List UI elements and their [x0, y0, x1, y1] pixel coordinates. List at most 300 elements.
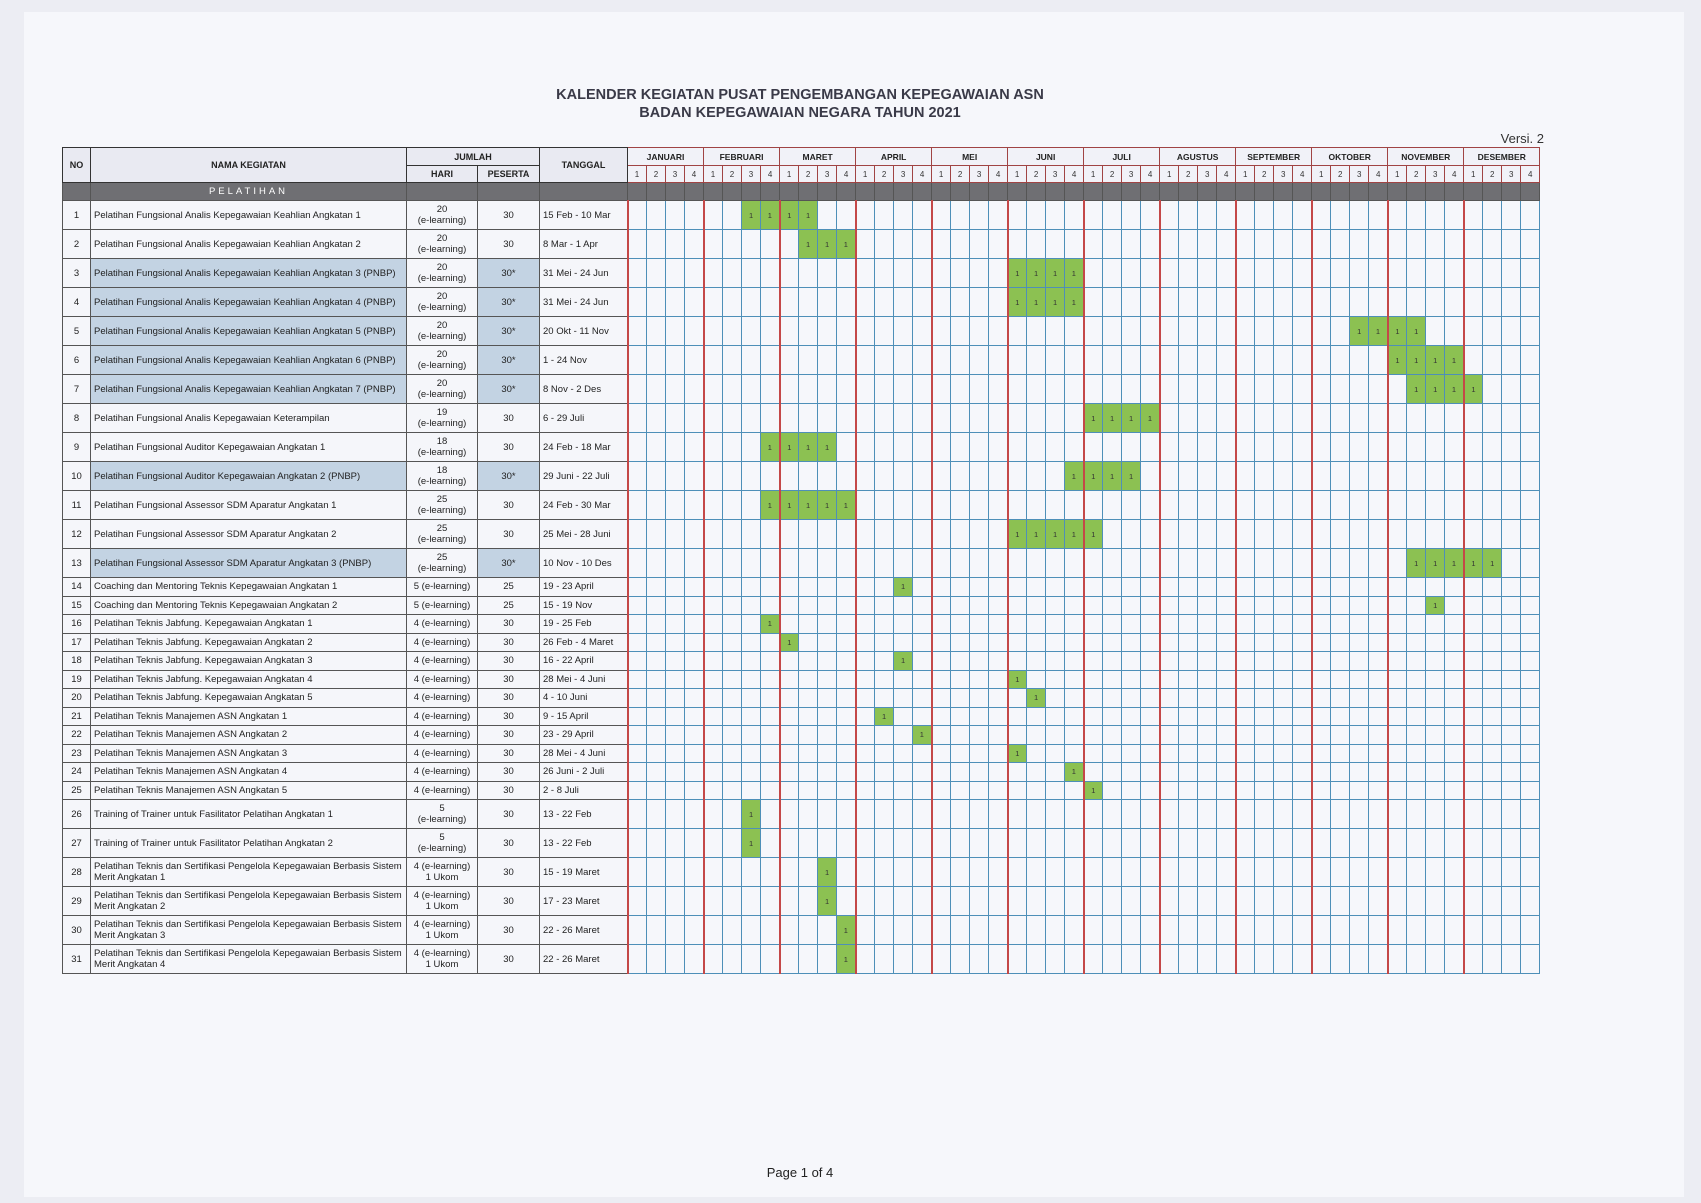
participant-count: 30: [478, 916, 540, 945]
schedule-cell: [1027, 887, 1046, 916]
schedule-cell: [799, 288, 818, 317]
schedule-cell: [628, 652, 647, 671]
schedule-cell: [1521, 288, 1540, 317]
schedule-cell: [1521, 726, 1540, 745]
schedule-cell: [1369, 744, 1388, 763]
schedule-cell: [1122, 201, 1141, 230]
schedule-cell: [1521, 670, 1540, 689]
table-row: [63, 433, 1540, 462]
schedule-cell: [799, 633, 818, 652]
schedule-cell: [1483, 633, 1502, 652]
schedule-cell: [1464, 404, 1483, 433]
schedule-cell: [1426, 858, 1445, 887]
schedule-cell: [1122, 288, 1141, 317]
date-range: 22 - 26 Maret: [540, 945, 628, 974]
schedule-mark: 1: [837, 916, 856, 945]
schedule-cell: [1369, 829, 1388, 858]
schedule-cell: [1388, 689, 1407, 708]
schedule-cell: [1141, 916, 1160, 945]
row-number: 27: [63, 829, 91, 858]
schedule-cell: [1464, 259, 1483, 288]
schedule-cell: [932, 433, 951, 462]
schedule-cell: [666, 916, 685, 945]
schedule-cell: [1445, 520, 1464, 549]
date-range: 9 - 15 April: [540, 707, 628, 726]
schedule-cell: [856, 633, 875, 652]
schedule-cell: [1350, 945, 1369, 974]
week-number: 2: [1027, 166, 1046, 183]
participant-count: 30: [478, 652, 540, 671]
schedule-cell: [1331, 462, 1350, 491]
section-cell: [1312, 183, 1331, 201]
schedule-cell: [685, 887, 704, 916]
schedule-cell: [628, 491, 647, 520]
schedule-cell: [1426, 201, 1445, 230]
schedule-cell: [780, 744, 799, 763]
schedule-cell: [666, 652, 685, 671]
schedule-cell: [856, 259, 875, 288]
table-row: [63, 288, 1540, 317]
schedule-cell: [1369, 346, 1388, 375]
schedule-cell: [894, 491, 913, 520]
schedule-cell: [1293, 615, 1312, 634]
schedule-cell: [1236, 549, 1255, 578]
schedule-cell: [1103, 596, 1122, 615]
schedule-cell: [932, 726, 951, 745]
schedule-cell: [742, 404, 761, 433]
schedule-cell: [1502, 829, 1521, 858]
schedule-cell: [1255, 520, 1274, 549]
schedule-cell: [647, 916, 666, 945]
schedule-cell: [856, 945, 875, 974]
schedule-cell: [685, 404, 704, 433]
schedule-cell: [1274, 375, 1293, 404]
schedule-cell: [970, 615, 989, 634]
table-row: [63, 578, 1540, 597]
schedule-cell: [1407, 800, 1426, 829]
row-number: 30: [63, 916, 91, 945]
col-header-jumlah: JUMLAH: [407, 148, 540, 166]
section-cell: [1293, 183, 1312, 201]
schedule-cell: [628, 763, 647, 782]
schedule-cell: [704, 230, 723, 259]
schedule-cell: [1312, 491, 1331, 520]
schedule-cell: [1255, 549, 1274, 578]
schedule-cell: [1084, 549, 1103, 578]
schedule-cell: [1008, 230, 1027, 259]
participant-count: 30: [478, 689, 540, 708]
schedule-cell: [1483, 230, 1502, 259]
schedule-cell: [1103, 375, 1122, 404]
schedule-cell: [1369, 578, 1388, 597]
schedule-cell: [666, 633, 685, 652]
week-number: 4: [1369, 166, 1388, 183]
schedule-cell: [1293, 404, 1312, 433]
schedule-cell: [1464, 317, 1483, 346]
schedule-cell: [1160, 520, 1179, 549]
schedule-cell: [1046, 317, 1065, 346]
schedule-cell: [970, 916, 989, 945]
schedule-cell: [1350, 346, 1369, 375]
schedule-cell: [1464, 916, 1483, 945]
schedule-cell: [875, 887, 894, 916]
schedule-cell: [1445, 615, 1464, 634]
schedule-cell: [1160, 317, 1179, 346]
schedule-cell: [1008, 578, 1027, 597]
schedule-cell: [1084, 491, 1103, 520]
schedule-cell: [913, 520, 932, 549]
schedule-cell: [1388, 763, 1407, 782]
schedule-cell: [628, 346, 647, 375]
schedule-cell: [818, 916, 837, 945]
table-row: [63, 491, 1540, 520]
week-number: 2: [1483, 166, 1502, 183]
schedule-cell: [647, 491, 666, 520]
schedule-cell: [856, 491, 875, 520]
activity-name: Pelatihan Fungsional Analis Kepegawaian Keahlian Angkatan 3 (PNBP): [91, 259, 407, 288]
schedule-cell: [1198, 433, 1217, 462]
schedule-cell: [1160, 670, 1179, 689]
row-number: 31: [63, 945, 91, 974]
date-range: 15 Feb - 10 Mar: [540, 201, 628, 230]
schedule-cell: [875, 404, 894, 433]
month-header: JULI: [1084, 148, 1160, 166]
schedule-cell: [875, 578, 894, 597]
schedule-cell: [1483, 578, 1502, 597]
schedule-cell: [894, 520, 913, 549]
schedule-cell: [1502, 491, 1521, 520]
date-range: 23 - 29 April: [540, 726, 628, 745]
schedule-cell: [647, 633, 666, 652]
schedule-cell: [1141, 596, 1160, 615]
schedule-cell: [875, 916, 894, 945]
schedule-cell: [1160, 288, 1179, 317]
week-number: 1: [1160, 166, 1179, 183]
table-row: [63, 726, 1540, 745]
schedule-cell: [1141, 652, 1160, 671]
schedule-mark: 1: [1027, 689, 1046, 708]
schedule-cell: [1065, 744, 1084, 763]
schedule-cell: [1502, 707, 1521, 726]
schedule-cell: [894, 596, 913, 615]
schedule-cell: [951, 829, 970, 858]
schedule-cell: [647, 201, 666, 230]
schedule-cell: [951, 707, 970, 726]
schedule-cell: [1255, 858, 1274, 887]
schedule-cell: [856, 652, 875, 671]
page-number: Page 1 of 4: [766, 1165, 834, 1180]
date-range: 13 - 22 Feb: [540, 800, 628, 829]
date-range: 28 Mei - 4 Juni: [540, 744, 628, 763]
schedule-cell: [1350, 491, 1369, 520]
date-range: 6 - 29 Juli: [540, 404, 628, 433]
schedule-cell: [685, 652, 704, 671]
schedule-cell: [1217, 317, 1236, 346]
schedule-cell: [1046, 763, 1065, 782]
schedule-cell: [1388, 201, 1407, 230]
schedule-cell: [1198, 689, 1217, 708]
schedule-cell: [1236, 916, 1255, 945]
schedule-cell: [704, 317, 723, 346]
schedule-cell: [1464, 689, 1483, 708]
schedule-cell: [1179, 707, 1198, 726]
date-range: 24 Feb - 30 Mar: [540, 491, 628, 520]
week-number: 1: [1312, 166, 1331, 183]
week-number: 3: [1502, 166, 1521, 183]
schedule-cell: [704, 707, 723, 726]
schedule-cell: [1274, 230, 1293, 259]
activity-name: Pelatihan Teknis Jabfung. Kepegawaian Angkatan 4: [91, 670, 407, 689]
schedule-cell: [1388, 491, 1407, 520]
duration-days: 4 (e-learning): [407, 633, 478, 652]
schedule-mark: 1: [1122, 404, 1141, 433]
schedule-cell: [799, 346, 818, 375]
schedule-cell: [1445, 259, 1464, 288]
schedule-cell: [666, 596, 685, 615]
schedule-cell: [875, 800, 894, 829]
schedule-cell: [894, 800, 913, 829]
schedule-cell: [1122, 615, 1141, 634]
schedule-cell: [723, 670, 742, 689]
schedule-cell: [1293, 858, 1312, 887]
schedule-mark: 1: [837, 491, 856, 520]
schedule-cell: [780, 800, 799, 829]
schedule-cell: [1179, 945, 1198, 974]
schedule-cell: [1502, 520, 1521, 549]
schedule-cell: [1236, 230, 1255, 259]
schedule-cell: [1141, 433, 1160, 462]
schedule-cell: [780, 652, 799, 671]
schedule-cell: [1331, 491, 1350, 520]
schedule-cell: [1350, 829, 1369, 858]
schedule-cell: [1502, 259, 1521, 288]
schedule-cell: [856, 201, 875, 230]
schedule-cell: [1350, 744, 1369, 763]
section-cell: [761, 183, 780, 201]
participant-count: 30: [478, 858, 540, 887]
schedule-cell: [1198, 916, 1217, 945]
month-header: FEBRUARI: [704, 148, 780, 166]
schedule-cell: [913, 707, 932, 726]
schedule-cell: [1198, 230, 1217, 259]
section-cell: [407, 183, 478, 201]
week-number: 4: [1445, 166, 1464, 183]
schedule-cell: [894, 633, 913, 652]
schedule-mark: 1: [818, 887, 837, 916]
date-range: 8 Mar - 1 Apr: [540, 230, 628, 259]
schedule-cell: [1407, 578, 1426, 597]
schedule-cell: [951, 726, 970, 745]
schedule-cell: [894, 916, 913, 945]
schedule-cell: [761, 317, 780, 346]
schedule-cell: [666, 520, 685, 549]
schedule-cell: [951, 689, 970, 708]
schedule-cell: [1274, 201, 1293, 230]
week-number: 2: [951, 166, 970, 183]
schedule-mark: 1: [1027, 259, 1046, 288]
schedule-cell: [1407, 858, 1426, 887]
schedule-cell: [875, 858, 894, 887]
schedule-cell: [894, 726, 913, 745]
schedule-cell: [818, 689, 837, 708]
schedule-cell: [1331, 858, 1350, 887]
schedule-cell: [1008, 462, 1027, 491]
schedule-cell: [1483, 520, 1502, 549]
schedule-cell: [647, 707, 666, 726]
schedule-cell: [1084, 230, 1103, 259]
schedule-cell: [1502, 462, 1521, 491]
schedule-cell: [666, 549, 685, 578]
schedule-cell: [818, 596, 837, 615]
section-cell: [970, 183, 989, 201]
duration-days: 4 (e-learning): [407, 763, 478, 782]
schedule-cell: [1217, 375, 1236, 404]
schedule-cell: [1122, 858, 1141, 887]
schedule-cell: [837, 317, 856, 346]
schedule-cell: [1065, 317, 1084, 346]
schedule-cell: [1255, 404, 1274, 433]
schedule-cell: [1198, 945, 1217, 974]
schedule-cell: [1350, 578, 1369, 597]
schedule-cell: [1521, 549, 1540, 578]
schedule-cell: [875, 652, 894, 671]
schedule-cell: [1350, 781, 1369, 800]
schedule-mark: 1: [1065, 520, 1084, 549]
month-header: NOVEMBER: [1388, 148, 1464, 166]
schedule-cell: [856, 726, 875, 745]
schedule-cell: [932, 689, 951, 708]
schedule-cell: [761, 633, 780, 652]
schedule-cell: [704, 763, 723, 782]
schedule-cell: [780, 259, 799, 288]
schedule-cell: [1217, 201, 1236, 230]
schedule-cell: [989, 726, 1008, 745]
schedule-cell: [1312, 726, 1331, 745]
schedule-cell: [1445, 858, 1464, 887]
date-range: 25 Mei - 28 Juni: [540, 520, 628, 549]
schedule-cell: [1464, 800, 1483, 829]
schedule-cell: [1312, 288, 1331, 317]
schedule-cell: [818, 520, 837, 549]
schedule-cell: [837, 549, 856, 578]
schedule-cell: [799, 652, 818, 671]
schedule-cell: [1464, 491, 1483, 520]
schedule-cell: [1084, 689, 1103, 708]
schedule-cell: [1331, 945, 1350, 974]
schedule-cell: [1331, 689, 1350, 708]
schedule-cell: [723, 549, 742, 578]
row-number: 19: [63, 670, 91, 689]
schedule-cell: [704, 404, 723, 433]
schedule-cell: [1122, 259, 1141, 288]
schedule-cell: [666, 615, 685, 634]
schedule-cell: [1255, 744, 1274, 763]
schedule-mark: 1: [1407, 549, 1426, 578]
schedule-cell: [704, 829, 723, 858]
schedule-mark: 1: [1065, 763, 1084, 782]
schedule-cell: [1369, 491, 1388, 520]
date-range: 10 Nov - 10 Des: [540, 549, 628, 578]
schedule-cell: [932, 375, 951, 404]
schedule-cell: [666, 230, 685, 259]
schedule-cell: [647, 945, 666, 974]
schedule-cell: [1312, 462, 1331, 491]
schedule-cell: [1445, 491, 1464, 520]
participant-count: 30: [478, 201, 540, 230]
schedule-mark: 1: [1027, 520, 1046, 549]
schedule-cell: [913, 763, 932, 782]
schedule-cell: [837, 596, 856, 615]
schedule-cell: [1141, 744, 1160, 763]
date-range: 19 - 23 April: [540, 578, 628, 597]
participant-count: 30*: [478, 259, 540, 288]
schedule-cell: [1293, 781, 1312, 800]
duration-days: 4 (e-learning): [407, 689, 478, 708]
schedule-cell: [1483, 858, 1502, 887]
activity-name: Training of Trainer untuk Fasilitator Pelatihan Angkatan 2: [91, 829, 407, 858]
schedule-cell: [723, 259, 742, 288]
schedule-mark: 1: [761, 491, 780, 520]
participant-count: 30: [478, 491, 540, 520]
schedule-cell: [1103, 781, 1122, 800]
schedule-cell: [1046, 578, 1065, 597]
schedule-cell: [1198, 462, 1217, 491]
schedule-cell: [1236, 317, 1255, 346]
schedule-cell: [1388, 670, 1407, 689]
schedule-cell: [1464, 726, 1483, 745]
schedule-cell: [1293, 201, 1312, 230]
schedule-cell: [723, 858, 742, 887]
schedule-cell: [1008, 615, 1027, 634]
schedule-cell: [1103, 578, 1122, 597]
week-number: 1: [1388, 166, 1407, 183]
schedule-cell: [875, 491, 894, 520]
participant-count: 30: [478, 433, 540, 462]
schedule-cell: [666, 201, 685, 230]
schedule-cell: [1331, 615, 1350, 634]
schedule-cell: [666, 462, 685, 491]
schedule-cell: [1331, 670, 1350, 689]
schedule-mark: 1: [1122, 462, 1141, 491]
schedule-cell: [837, 375, 856, 404]
schedule-cell: [1426, 317, 1445, 346]
schedule-mark: 1: [1046, 259, 1065, 288]
table-row: [63, 945, 1540, 974]
schedule-cell: [1065, 549, 1084, 578]
schedule-cell: [913, 945, 932, 974]
schedule-cell: [1179, 633, 1198, 652]
schedule-cell: [647, 259, 666, 288]
schedule-cell: [1521, 829, 1540, 858]
schedule-cell: [1065, 375, 1084, 404]
schedule-mark: 1: [1388, 346, 1407, 375]
schedule-cell: [761, 520, 780, 549]
schedule-cell: [1084, 317, 1103, 346]
activity-name: Pelatihan Teknis dan Sertifikasi Pengelola Kepegawaian Berbasis Sistem Merit Angkatan 4: [91, 945, 407, 974]
schedule-cell: [1122, 800, 1141, 829]
schedule-cell: [818, 404, 837, 433]
schedule-cell: [1445, 317, 1464, 346]
schedule-cell: [875, 726, 894, 745]
schedule-mark: 1: [780, 433, 799, 462]
schedule-cell: [1426, 633, 1445, 652]
schedule-cell: [1065, 689, 1084, 708]
schedule-cell: [1464, 670, 1483, 689]
header-row-months: [63, 148, 1540, 166]
schedule-cell: [1027, 829, 1046, 858]
schedule-cell: [1046, 230, 1065, 259]
schedule-cell: [1312, 945, 1331, 974]
